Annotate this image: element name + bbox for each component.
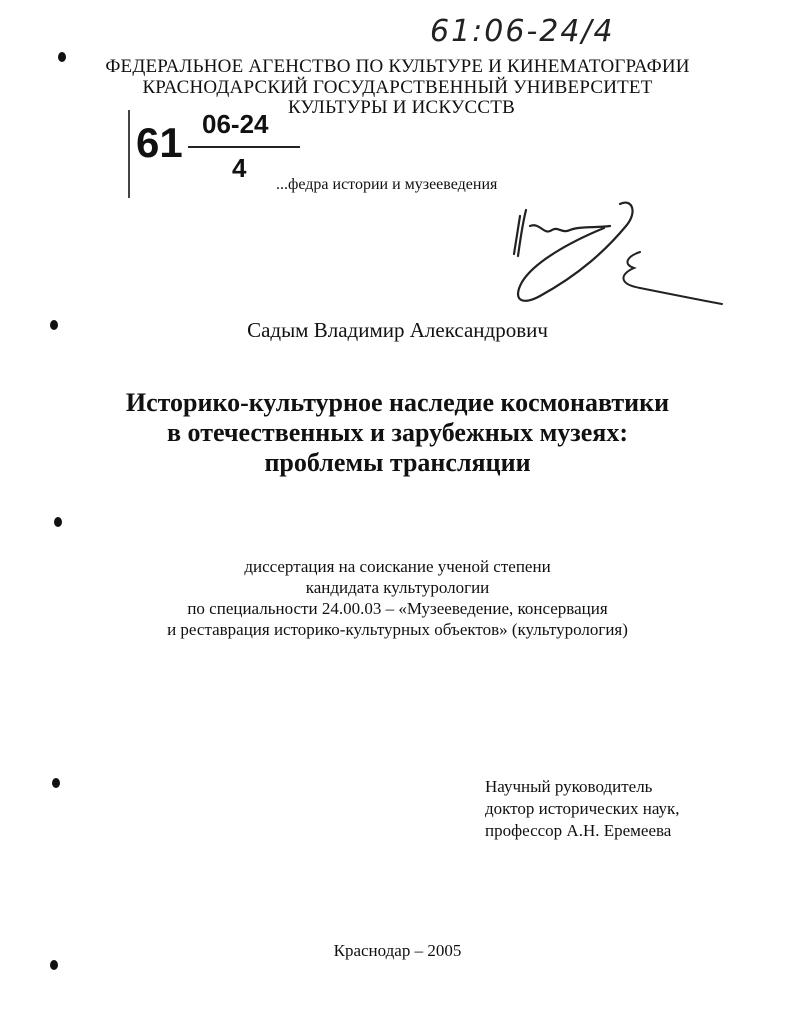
title-line-1: Историко-культурное наследие космонавтики xyxy=(125,388,670,417)
stamp-bracket xyxy=(128,110,134,198)
binding-hole-mark xyxy=(50,960,58,970)
dissertation-description xyxy=(0,556,795,640)
stamp-numerator: 06-24 xyxy=(202,109,269,139)
advisor-line-1: Научный руководитель xyxy=(485,777,653,796)
handwritten-archive-number: 61:06-24/4 xyxy=(430,14,615,49)
description-line-2: кандидата культурологии xyxy=(305,578,490,597)
author-name: Садым Владимир Александрович xyxy=(247,318,548,342)
city-year: Краснодар – 2005 xyxy=(333,941,462,960)
title-line-2: в отечественных и зарубежных музеях: xyxy=(167,418,628,447)
description-line-3: по специальности 24.00.03 – «Музееведение, консервация xyxy=(187,599,608,618)
binding-hole-mark xyxy=(54,517,62,527)
organization-line-3: КУЛЬТУРЫ И ИСКУССТВ xyxy=(288,97,515,118)
title-line-3: проблемы трансляции xyxy=(264,448,531,477)
organization-line-1: ФЕДЕРАЛЬНОЕ АГЕНСТВО ПО КУЛЬТУРЕ И КИНЕМАТОГРАФИИ xyxy=(105,56,690,77)
description-line-1: диссертация на соискание ученой степени xyxy=(244,557,551,576)
signature-image xyxy=(500,196,730,316)
department-name: ...федра истории и музееведения xyxy=(276,176,498,193)
stamp-denominator: 4 xyxy=(232,153,247,183)
dissertation-title xyxy=(0,388,795,478)
scientific-advisor xyxy=(485,776,680,842)
advisor-line-2: доктор исторических наук, xyxy=(485,799,680,818)
stamp-main-number: 61 xyxy=(136,119,183,166)
organization-line-2: КРАСНОДАРСКИЙ ГОСУДАРСТВЕННЫЙ УНИВЕРСИТЕТ xyxy=(142,77,653,98)
description-line-4: и реставрация историко-культурных объектов» (культурология) xyxy=(167,620,628,639)
binding-hole-mark xyxy=(52,778,60,788)
advisor-line-3: профессор А.Н. Еремеева xyxy=(485,821,672,840)
stamp-fraction-line xyxy=(188,146,300,148)
